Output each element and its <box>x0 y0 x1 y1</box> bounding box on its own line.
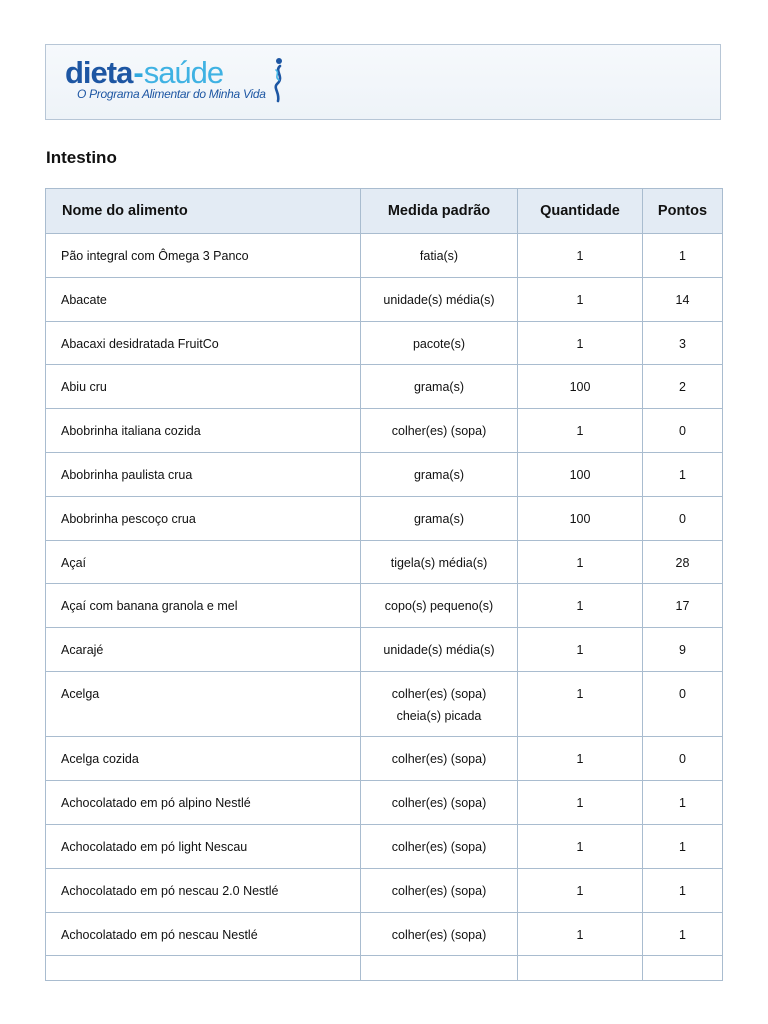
table-row <box>46 584 723 628</box>
cell-measure: colher(es) (sopa) <box>361 737 518 781</box>
cell-points: 1 <box>643 868 723 912</box>
cell-food-name: Açaí <box>46 540 361 584</box>
cell-points: 0 <box>643 496 723 540</box>
cell-points: 3 <box>643 321 723 365</box>
cell-points: 1 <box>643 825 723 869</box>
cell-food-name: Acarajé <box>46 628 361 672</box>
empty-cell <box>643 956 723 981</box>
cell-points: 0 <box>643 737 723 781</box>
cell-quantity: 1 <box>518 671 643 737</box>
cell-points: 1 <box>643 781 723 825</box>
logo-dash: - <box>133 55 143 90</box>
table-row <box>46 365 723 409</box>
table-row-empty <box>46 956 723 981</box>
cell-quantity: 100 <box>518 365 643 409</box>
cell-points: 28 <box>643 540 723 584</box>
cell-measure: grama(s) <box>361 496 518 540</box>
table-row <box>46 912 723 956</box>
cell-food-name: Abacaxi desidratada FruitCo <box>46 321 361 365</box>
logo <box>65 57 266 101</box>
empty-cell <box>361 956 518 981</box>
table-row <box>46 321 723 365</box>
cell-measure: unidade(s) média(s) <box>361 277 518 321</box>
cell-quantity: 1 <box>518 584 643 628</box>
cell-points: 1 <box>643 912 723 956</box>
cell-quantity: 100 <box>518 452 643 496</box>
table-row <box>46 496 723 540</box>
cell-food-name: Abiu cru <box>46 365 361 409</box>
logo-tagline: O Programa Alimentar do Minha Vida <box>77 87 266 101</box>
table-row <box>46 452 723 496</box>
cell-measure: colher(es) (sopa) <box>361 868 518 912</box>
cell-quantity: 100 <box>518 496 643 540</box>
section-title: Intestino <box>46 148 117 167</box>
table-row <box>46 671 723 737</box>
cell-quantity: 1 <box>518 737 643 781</box>
cell-measure-line-1: colher(es) (sopa) <box>391 686 487 701</box>
logo-figure-icon <box>271 57 287 103</box>
cell-food-name: Acelga <box>46 671 361 737</box>
logo-word-saude: saúde <box>143 55 224 90</box>
table-row <box>46 868 723 912</box>
cell-food-name: Abobrinha paulista crua <box>46 452 361 496</box>
table-row <box>46 628 723 672</box>
cell-food-name: Abobrinha pescoço crua <box>46 496 361 540</box>
logo-word-dieta: dieta <box>65 55 133 90</box>
cell-quantity: 1 <box>518 912 643 956</box>
column-header-measure: Medida padrão <box>361 189 518 234</box>
column-header-points: Pontos <box>643 189 723 234</box>
logo-wordmark <box>65 57 266 89</box>
cell-measure: grama(s) <box>361 365 518 409</box>
cell-food-name: Abobrinha italiana cozida <box>46 409 361 453</box>
cell-measure: unidade(s) média(s) <box>361 628 518 672</box>
table-row <box>46 409 723 453</box>
cell-quantity: 1 <box>518 234 643 278</box>
cell-measure: copo(s) pequeno(s) <box>361 584 518 628</box>
cell-food-name: Pão integral com Ômega 3 Panco <box>46 234 361 278</box>
cell-food-name: Achocolatado em pó nescau Nestlé <box>46 912 361 956</box>
cell-food-name: Achocolatado em pó light Nescau <box>46 825 361 869</box>
cell-quantity: 1 <box>518 277 643 321</box>
cell-measure: grama(s) <box>361 452 518 496</box>
header-banner <box>45 44 721 120</box>
table-row <box>46 825 723 869</box>
cell-food-name: Achocolatado em pó nescau 2.0 Nestlé <box>46 868 361 912</box>
table-header-row <box>46 189 723 234</box>
cell-quantity: 1 <box>518 825 643 869</box>
cell-food-name: Achocolatado em pó alpino Nestlé <box>46 781 361 825</box>
cell-points: 14 <box>643 277 723 321</box>
table-row <box>46 540 723 584</box>
empty-cell <box>518 956 643 981</box>
cell-measure: colher(es) (sopa) <box>361 912 518 956</box>
cell-quantity: 1 <box>518 409 643 453</box>
cell-points: 1 <box>643 234 723 278</box>
cell-quantity: 1 <box>518 540 643 584</box>
cell-points: 17 <box>643 584 723 628</box>
cell-points: 2 <box>643 365 723 409</box>
food-table <box>45 188 723 981</box>
cell-quantity: 1 <box>518 781 643 825</box>
cell-measure: fatia(s) <box>361 234 518 278</box>
cell-points: 1 <box>643 452 723 496</box>
cell-food-name: Açaí com banana granola e mel <box>46 584 361 628</box>
cell-points: 0 <box>643 671 723 737</box>
cell-points: 0 <box>643 409 723 453</box>
table-row <box>46 277 723 321</box>
cell-measure: colher(es) (sopa) <box>361 825 518 869</box>
cell-measure: colher(es) (sopa) <box>361 781 518 825</box>
table-row <box>46 737 723 781</box>
cell-measure <box>361 671 518 737</box>
empty-cell <box>46 956 361 981</box>
cell-quantity: 1 <box>518 868 643 912</box>
cell-quantity: 1 <box>518 321 643 365</box>
table-row <box>46 234 723 278</box>
table-row <box>46 781 723 825</box>
column-header-quantity: Quantidade <box>518 189 643 234</box>
cell-measure: tigela(s) média(s) <box>361 540 518 584</box>
cell-quantity: 1 <box>518 628 643 672</box>
cell-measure: pacote(s) <box>361 321 518 365</box>
cell-measure: colher(es) (sopa) <box>361 409 518 453</box>
cell-food-name: Acelga cozida <box>46 737 361 781</box>
cell-points: 9 <box>643 628 723 672</box>
column-header-name: Nome do alimento <box>46 189 361 234</box>
cell-food-name: Abacate <box>46 277 361 321</box>
cell-measure-line-2: cheia(s) picada <box>396 708 482 723</box>
